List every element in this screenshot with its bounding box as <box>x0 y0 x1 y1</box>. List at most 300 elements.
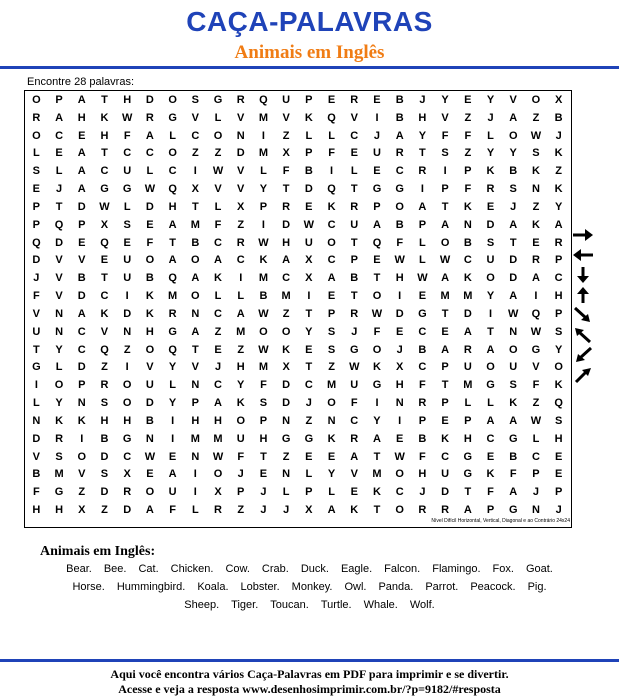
grid-cell: I <box>239 272 243 285</box>
grid-cell: T <box>32 343 40 356</box>
arrow-down-icon <box>571 266 595 284</box>
grid-cell: K <box>486 165 495 178</box>
grid-cell: R <box>350 93 359 106</box>
grid-cell: I <box>420 183 424 196</box>
grid-cell: N <box>55 307 64 320</box>
word-item: Duck. <box>300 563 329 575</box>
grid-cell: P <box>32 200 41 213</box>
grid-cell: S <box>32 165 41 178</box>
grid-cell: F <box>487 486 494 499</box>
word-item: Flamingo. <box>432 563 481 575</box>
grid-cell: V <box>509 93 517 106</box>
grid-cell: S <box>532 147 540 160</box>
grid-cell: U <box>145 379 154 392</box>
grid-cell: D <box>123 504 132 517</box>
grid-cell: I <box>125 290 129 303</box>
grid-cell: Y <box>486 93 495 106</box>
grid-cell: U <box>32 325 41 338</box>
grid-cell: O <box>168 93 177 106</box>
grid-cell: A <box>77 93 86 106</box>
grid-cell: I <box>261 129 265 142</box>
grid-cell: W <box>371 307 383 320</box>
grid-cell: J <box>373 129 381 142</box>
grid-cell: X <box>123 468 131 481</box>
grid-cell: R <box>418 397 427 410</box>
grid-cell: W <box>258 343 269 356</box>
grid-cell: M <box>326 379 337 392</box>
grid-cell: W <box>303 218 315 231</box>
grid-cell: M <box>168 290 178 303</box>
grid-cell: J <box>510 200 517 213</box>
grid-cell: E <box>259 468 268 481</box>
grid-cell: F <box>419 379 426 392</box>
grid-cell: H <box>418 468 427 481</box>
grid-cell: L <box>260 165 267 178</box>
word-item: Toucan. <box>270 599 309 611</box>
grid-cell: Y <box>486 147 495 160</box>
grid-cell: H <box>395 379 404 392</box>
word-item: Sheep. <box>184 599 220 611</box>
grid-cell: M <box>281 290 291 303</box>
grid-cell: W <box>530 325 542 338</box>
grid-cell: E <box>305 343 313 356</box>
grid-cell: H <box>191 414 200 427</box>
grid-cell: O <box>259 325 268 338</box>
grid-cell: O <box>486 272 495 285</box>
grid-cell: P <box>554 486 563 499</box>
grid-cell: V <box>350 111 358 124</box>
grid-cell: B <box>418 343 427 356</box>
grid-cell: I <box>261 218 265 231</box>
grid-cell: F <box>396 236 404 249</box>
grid-cell: R <box>282 200 291 213</box>
grid-cell: D <box>77 361 86 374</box>
grid-cell: X <box>282 147 290 160</box>
grid-cell: O <box>191 254 200 267</box>
footer-line-2: Acesse e veja a resposta www.desenhosimprimir.com.br/?p=9182/#resposta <box>118 682 501 696</box>
grid-cell: K <box>77 414 86 427</box>
grid-cell: B <box>395 111 404 124</box>
grid-cell: A <box>509 486 518 499</box>
grid-cell: C <box>168 165 177 178</box>
grid-cell: A <box>486 414 495 427</box>
grid-cell: Q <box>554 397 563 410</box>
grid-cell: P <box>418 218 427 231</box>
grid-cell: L <box>123 200 131 213</box>
grid-cell: F <box>282 165 290 178</box>
grid-cell: N <box>145 432 154 445</box>
grid-cell: P <box>305 93 313 106</box>
grid-cell: H <box>395 272 404 285</box>
grid-cell: V <box>146 361 154 374</box>
grid-cell: Z <box>237 218 245 231</box>
grid-cell: J <box>283 504 290 517</box>
grid-cell: A <box>463 325 472 338</box>
grid-cell: G <box>122 183 132 196</box>
grid-cell: R <box>236 93 245 106</box>
grid-cell: G <box>32 361 41 374</box>
grid-cell: R <box>418 504 427 517</box>
grid-cell: H <box>463 432 472 445</box>
grid-cell: R <box>418 165 427 178</box>
grid-cell: N <box>282 414 291 427</box>
grid-cell: X <box>237 200 245 213</box>
grid-cell: C <box>395 165 404 178</box>
grid-cell: D <box>282 218 291 231</box>
grid-cell: M <box>54 468 64 481</box>
grid-cell: D <box>282 379 291 392</box>
arrow-right-icon <box>571 226 595 244</box>
word-item: Eagle. <box>340 563 373 575</box>
grid-cell: R <box>463 343 472 356</box>
word-list-row <box>0 563 619 575</box>
grid-cell: R <box>214 504 222 517</box>
grid-cell: U <box>509 361 518 374</box>
grid-cell: C <box>123 450 132 463</box>
grid-cell: R <box>441 504 450 517</box>
grid-cell: K <box>214 272 222 285</box>
grid-cell: B <box>304 165 313 178</box>
grid-cell: C <box>77 325 86 338</box>
grid-cell: K <box>531 218 540 231</box>
grid-cell: U <box>123 272 132 285</box>
grid-cell: I <box>398 414 402 427</box>
grid-cell: P <box>350 254 358 267</box>
word-item: Crab. <box>261 563 289 575</box>
grid-cell: A <box>395 129 404 142</box>
grid-cell: B <box>145 414 154 427</box>
grid-cell: K <box>100 111 109 124</box>
grid-cell: W <box>144 450 156 463</box>
grid-cell: L <box>464 397 472 410</box>
grid-cell: Y <box>554 343 563 356</box>
grid-cell: O <box>327 236 336 249</box>
grid-cell: Z <box>532 200 540 213</box>
grid-cell: P <box>441 361 449 374</box>
grid-cell: H <box>100 129 109 142</box>
grid-cell: A <box>168 254 177 267</box>
grid-cell: B <box>32 468 41 481</box>
grid-cell: I <box>330 165 334 178</box>
grid-cell: W <box>99 200 110 213</box>
grid-cell: K <box>145 307 154 320</box>
grid-cell: Y <box>327 468 336 481</box>
grid-cell: H <box>168 200 177 213</box>
grid-cell: F <box>373 325 381 338</box>
grid-cell: K <box>350 504 359 517</box>
grid-cell: A <box>77 307 86 320</box>
word-item: Whale. <box>363 599 398 611</box>
grid-cell: H <box>554 290 563 303</box>
grid-cell: W <box>508 307 519 320</box>
grid-cell: H <box>100 414 109 427</box>
grid-cell: L <box>305 129 313 142</box>
grid-cell: G <box>304 432 314 445</box>
grid-cell: D <box>282 397 291 410</box>
grid-cell: E <box>418 290 427 303</box>
grid-cell: E <box>305 450 313 463</box>
grid-cell: I <box>125 361 129 374</box>
grid-cell: Q <box>168 272 177 285</box>
grid-cell: O <box>508 343 518 356</box>
grid-cell: A <box>168 468 177 481</box>
grid-cell: F <box>32 486 40 499</box>
grid-cell: L <box>32 397 40 410</box>
word-item: Horse. <box>72 581 105 593</box>
grid-cell: I <box>375 397 379 410</box>
grid-cell: C <box>304 379 313 392</box>
grid-cell: R <box>55 432 64 445</box>
grid-cell: J <box>351 325 358 338</box>
grid-cell: J <box>419 486 426 499</box>
grid-cell: A <box>168 218 177 231</box>
instruction-text: Encontre 28 palavras: <box>27 76 135 88</box>
grid-cell: Y <box>259 183 268 196</box>
grid-cell: Z <box>282 450 290 463</box>
grid-cell: G <box>372 379 382 392</box>
grid-cell: F <box>509 468 517 481</box>
grid-cell: V <box>237 165 245 178</box>
grid-cell: Y <box>168 397 177 410</box>
arrow-up-right-icon <box>571 366 595 384</box>
grid-cell: L <box>214 200 222 213</box>
grid-cell: A <box>531 272 540 285</box>
grid-cell: P <box>418 414 427 427</box>
grid-cell: V <box>100 325 109 338</box>
grid-cell: K <box>531 165 540 178</box>
grid-cell: V <box>55 254 63 267</box>
grid-cell: V <box>237 183 245 196</box>
grid-cell: L <box>328 129 335 142</box>
grid-cell: D <box>145 200 154 213</box>
grid-cell: E <box>441 414 449 427</box>
grid-cell: E <box>78 129 86 142</box>
grid-cell: J <box>237 468 244 481</box>
grid-cell: Q <box>372 236 382 249</box>
grid-cell: W <box>121 111 133 124</box>
grid-cell: E <box>305 200 313 213</box>
grid-cell: E <box>146 218 154 231</box>
grid-cell: U <box>168 486 177 499</box>
grid-cell: Q <box>54 218 64 231</box>
grid-cell: O <box>32 129 41 142</box>
grid-cell: C <box>486 432 495 445</box>
grid-cell: M <box>258 361 269 374</box>
grid-cell: C <box>418 325 427 338</box>
grid-cell: B <box>509 165 518 178</box>
grid-cell: A <box>509 218 518 231</box>
grid-cell: P <box>327 307 336 320</box>
grid-cell: Z <box>555 165 562 178</box>
word-item: Peacock. <box>470 581 516 593</box>
grid-cell: U <box>350 379 359 392</box>
grid-cell: V <box>78 254 86 267</box>
grid-cell: E <box>350 147 358 160</box>
grid-cell: O <box>372 290 382 303</box>
grid-cell: K <box>441 432 450 445</box>
grid-cell: Q <box>259 93 268 106</box>
grid-cell: S <box>55 450 63 463</box>
grid-cell: Y <box>441 93 449 106</box>
grid-cell: P <box>532 468 540 481</box>
grid-cell: G <box>418 307 427 320</box>
grid-cell: E <box>78 236 86 249</box>
grid-cell: E <box>146 468 154 481</box>
grid-cell: M <box>258 111 269 124</box>
grid-cell: A <box>486 343 495 356</box>
grid-cell: E <box>100 254 109 267</box>
grid-cell: K <box>509 397 518 410</box>
grid-cell: R <box>32 111 41 124</box>
grid-cell: Z <box>237 504 245 517</box>
grid-cell: D <box>509 254 518 267</box>
grid-cell: Q <box>327 183 336 196</box>
grid-cell: D <box>32 432 41 445</box>
grid-cell: D <box>100 450 109 463</box>
footer-line-1: Aqui você encontra vários Caça-Palavras em PDF para imprimir e se divertir. <box>110 667 509 681</box>
grid-cell: P <box>554 254 563 267</box>
grid-cell: G <box>463 468 473 481</box>
grid-cell: V <box>350 468 358 481</box>
grid-cell: U <box>123 165 132 178</box>
grid-cell: E <box>464 93 472 106</box>
grid-cell: G <box>213 93 223 106</box>
difficulty-note: Nível Difícil Horizontal, Vertical, Diagonal e ao Contrário 24x24 <box>431 518 570 524</box>
grid-cell: W <box>530 129 542 142</box>
grid-cell: A <box>327 272 336 285</box>
grid-cell: P <box>191 397 199 410</box>
grid-cell: P <box>486 504 495 517</box>
grid-cell: C <box>77 343 86 356</box>
grid-cell: O <box>145 254 155 267</box>
grid-cell: S <box>486 236 495 249</box>
grid-cell: Y <box>486 290 495 303</box>
grid-cell: I <box>534 290 538 303</box>
word-item: Wolf. <box>409 599 435 611</box>
grid-cell: E <box>327 450 336 463</box>
grid-cell: Y <box>55 343 63 356</box>
grid-cell: C <box>145 147 154 160</box>
grid-cell: O <box>281 325 291 338</box>
grid-cell: N <box>463 218 472 231</box>
grid-cell: Z <box>237 343 245 356</box>
grid-cell: U <box>373 147 381 160</box>
grid-cell: N <box>282 468 291 481</box>
grid-cell: E <box>123 236 131 249</box>
grid-cell: T <box>464 486 472 499</box>
grid-cell: A <box>373 218 381 231</box>
grid-cell: L <box>487 129 494 142</box>
grid-cell: W <box>212 165 224 178</box>
word-item: Panda. <box>378 581 414 593</box>
grid-cell: V <box>191 361 199 374</box>
grid-cell: S <box>100 468 109 481</box>
grid-cell: R <box>145 111 154 124</box>
grid-cell: Z <box>532 397 540 410</box>
word-item: Hummingbird. <box>116 581 186 593</box>
grid-cell: L <box>487 397 494 410</box>
grid-cell: C <box>100 165 109 178</box>
grid-cell: L <box>214 111 222 124</box>
grid-cell: S <box>327 343 336 356</box>
grid-cell: F <box>169 504 176 517</box>
grid-cell: K <box>554 147 563 160</box>
grid-cell: Q <box>100 343 109 356</box>
grid-cell: E <box>373 254 381 267</box>
grid-cell: R <box>554 236 563 249</box>
grid-cell: O <box>554 361 563 374</box>
grid-cell: P <box>32 218 41 231</box>
grid-cell: A <box>418 200 427 213</box>
grid-cell: J <box>487 111 494 124</box>
grid-cell: M <box>463 379 473 392</box>
grid-cell: H <box>236 361 245 374</box>
grid-cell: J <box>396 343 403 356</box>
grid-cell: N <box>236 129 245 142</box>
grid-cell: A <box>441 343 450 356</box>
grid-cell: O <box>531 93 541 106</box>
arrow-up-left-icon <box>571 326 595 344</box>
direction-legend <box>571 226 595 386</box>
grid-cell: X <box>100 218 109 231</box>
word-item: Parrot. <box>425 581 459 593</box>
grid-cell: C <box>531 450 540 463</box>
grid-cell: E <box>168 450 177 463</box>
word-item: Bee. <box>103 563 127 575</box>
grid-cell: B <box>554 111 563 124</box>
grid-cell: I <box>193 468 197 481</box>
grid-cell: V <box>191 111 199 124</box>
grid-cell: Y <box>168 361 177 374</box>
grid-cell: G <box>508 432 518 445</box>
grid-cell: X <box>191 183 199 196</box>
grid-cell: Y <box>305 325 313 338</box>
grid-cell: S <box>554 325 563 338</box>
grid-cell: D <box>32 254 41 267</box>
grid-cell: T <box>509 236 517 249</box>
grid-cell: P <box>305 147 313 160</box>
grid-cell: H <box>214 414 222 427</box>
grid-cell: S <box>327 325 336 338</box>
grid-cell: W <box>530 414 542 427</box>
grid-cell: B <box>509 450 518 463</box>
grid-cell: B <box>463 236 472 249</box>
grid-cell: S <box>509 183 517 196</box>
grid-cell: S <box>441 147 449 160</box>
grid-cell: G <box>531 343 541 356</box>
grid-cell: I <box>488 307 493 320</box>
grid-cell: G <box>508 504 518 517</box>
grid-cell: S <box>191 93 199 106</box>
grid-cell: W <box>439 254 451 267</box>
grid-cell: U <box>441 468 450 481</box>
grid-cell: G <box>122 432 132 445</box>
grid-cell: C <box>395 486 404 499</box>
grid-cell: K <box>282 343 291 356</box>
grid-cell: J <box>555 504 562 517</box>
grid-cell: Z <box>532 111 540 124</box>
word-item: Fox. <box>492 563 514 575</box>
grid-cell: D <box>463 307 472 320</box>
grid-cell: Y <box>237 379 245 392</box>
grid-cell: Z <box>464 111 472 124</box>
grid-cell: D <box>509 272 518 285</box>
word-item: Tiger. <box>231 599 259 611</box>
grid-cell: C <box>554 272 563 285</box>
grid-cell: C <box>123 147 132 160</box>
grid-cell: E <box>214 343 222 356</box>
grid-cell: G <box>100 183 109 196</box>
